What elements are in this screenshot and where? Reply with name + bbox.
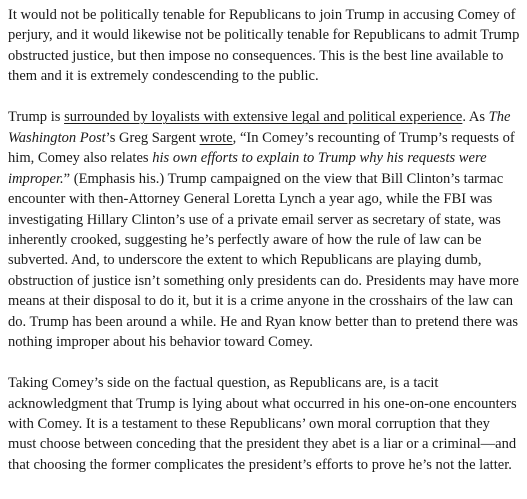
- paragraph-2-text-5: ” (Emphasis his.) Trump campaigned on the view that Bill Clinton’s tarmac encounter with then-Attorney General Loretta Lynch a year ago, while the FBI was investigating Hillary Clinton’s use of a private email server as secretary of state, was inherently crooked, suggesting he’s perfectly aware of how the rule of law can be subverted. And, to underscore the extent to which Republicans are playing dumb, obstruction of justice isn’t something only presidents can do. Presidents may have more means at their disposal to do it, but it is a crime anyone in the crosshairs of the law can do. Trump has been around a while. He and Ryan know better than to pretend there was nothing improper about his behavior toward Comey.: [8, 170, 519, 351]
- paragraph-2-text-3: ’s Greg Sargent: [105, 129, 200, 146]
- paragraph-1: [8, 5, 521, 87]
- paragraph-3-text: Taking Comey’s side on the factual question, as Republicans are, is a tacit acknowledgment that Trump is lying about what occurred in his one-on-one encounters with Comey. It is a testament to these Republicans’ own moral corruption that they must choose between conceding that the president they abet is a liar or a criminal—and that choosing the former complicates the president’s efforts to prove he’s not the latter.: [8, 375, 517, 473]
- paragraph-3: [8, 373, 521, 475]
- paragraph-1-text: It would not be politically tenable for Republicans to join Trump in accusing Comey of perjury, and it would likewise not be politically tenable for Republicans to admit Trump obstructed justice, but then impose no consequences. This is the best line available to them and it is extremely condescending to the public.: [8, 7, 520, 85]
- publication-name: The Washington Post: [8, 109, 511, 146]
- paragraph-2: [8, 107, 521, 352]
- wrote-link[interactable]: wrote: [199, 129, 233, 146]
- paragraph-2-text-1: Trump is: [8, 109, 65, 126]
- paragraph-2-text-4: , “In Comey’s recounting of Trump’s requests of him, Comey also relates: [8, 129, 515, 167]
- quoted-emphasis: his own efforts to explain to Trump why his requests were improper.: [8, 150, 487, 187]
- paragraph-2-text-2: . As: [462, 109, 489, 126]
- loyalists-link[interactable]: surrounded by loyalists with extensive legal and political experience: [64, 109, 463, 126]
